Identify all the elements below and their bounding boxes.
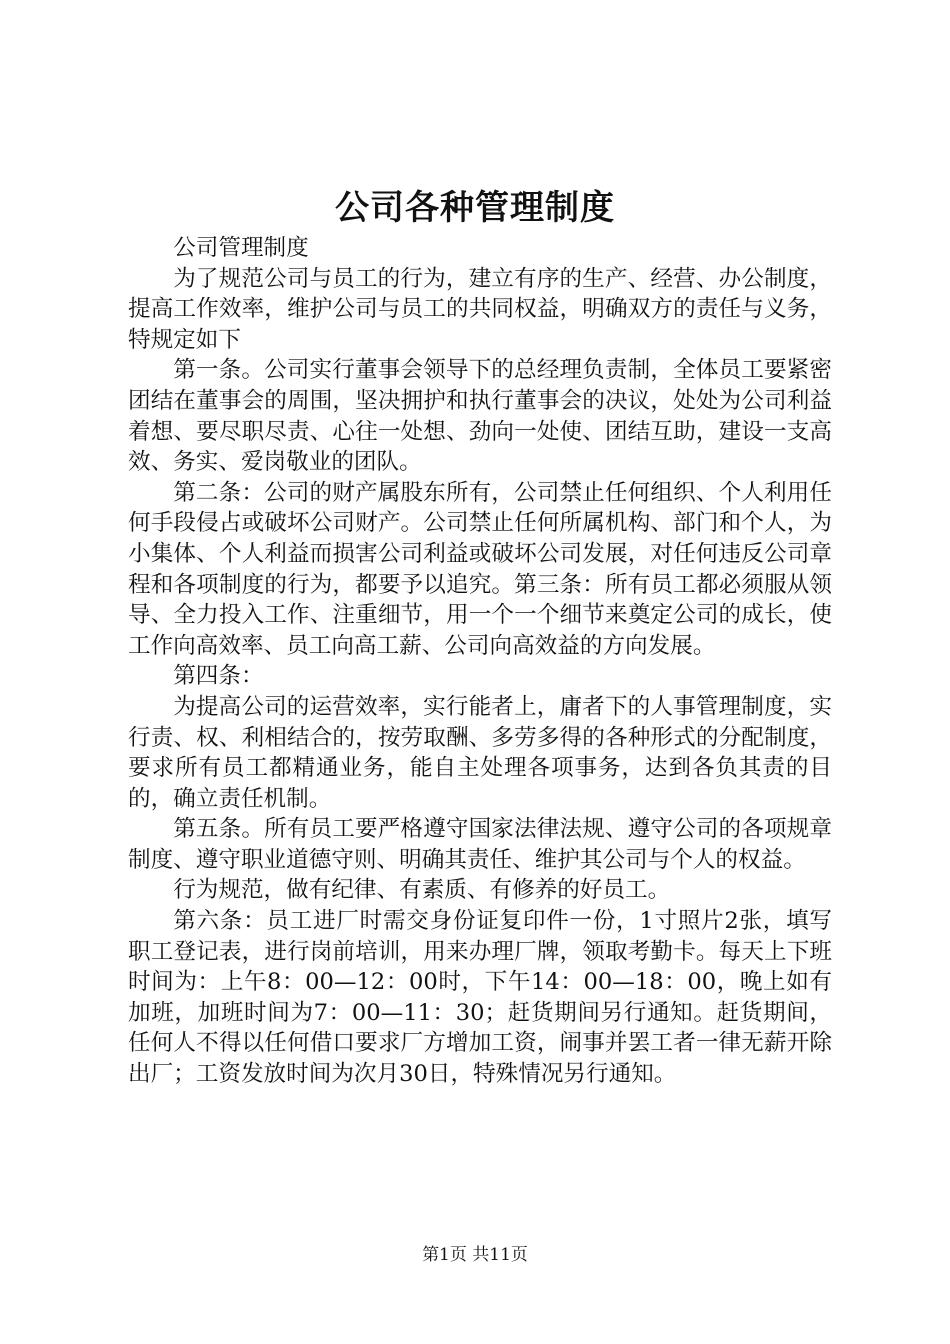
paragraph-6: 为提高公司的运营效率，实行能者上，庸者下的人事管理制度，实行责、权、利相结合的，按劳取酬、多劳多得的各种形式的分配制度，要求所有员工都精通业务，能自主处理各项事务，达到各负其责的目的，确立责任机制。 xyxy=(128,693,832,812)
document-title: 公司各种管理制度 xyxy=(335,188,615,228)
paragraph-4: 第二条：公司的财产属股东所有，公司禁止任何组织、个人利用任何手段侵占或破坏公司财产。公司禁止任何所属机构、部门和个人，为小集体、个人利益而损害公司利益或破坏公司发展，对任何违反公司章程和各项制度的行为，都要予以追究。第三条：所有员工都必须服从领导、全力投入工作、注重细节，用一个一个细节来奠定公司的成长，使工作向高效率、员工向高工薪、公司向高效益的方向发展。 xyxy=(128,479,832,659)
document-body xyxy=(128,233,832,1090)
paragraph-7: 第五条。所有员工要严格遵守国家法律法规、遵守公司的各项规章制度、遵守职业道德守则、明确其责任、维护其公司与个人的权益。 xyxy=(128,816,832,873)
paragraph-8: 行为规范，做有纪律、有素质、有修养的好员工。 xyxy=(173,877,671,904)
paragraph-5: 第四条： xyxy=(173,663,264,690)
paragraph-3: 第一条。公司实行董事会领导下的总经理负责制，全体员工要紧密团结在董事会的周围，坚决拥护和执行董事会的决议，处处为公司利益着想、要尽职尽责、心往一处想、劲向一处使、团结互助，建设一支高效、务实、爱岗敬业的团队。 xyxy=(128,357,832,476)
paragraph-9: 第六条：员工进厂时需交身份证复印件一份，1寸照片2张，填写职工登记表，进行岗前培训，用来办理厂牌，领取考勤卡。每天上下班时间为：上午8：00—12：00时，下午14：00—18：00，晚上如有加班，加班时间为7：00—11：30；赶货期间另行通知。赶货期间，任何人不得以任何借口要求厂方增加工资，闹事并罢工者一律无薪开除出厂；工资发放时间为次月30日，特殊情况另行通知。 xyxy=(128,908,832,1088)
page-footer: 第1页 共11页 xyxy=(422,1245,528,1265)
paragraph-1: 公司管理制度 xyxy=(173,235,309,261)
paragraph-2: 为了规范公司与员工的行为，建立有序的生产、经营、办公制度，提高工作效率，维护公司与员工的共同权益，明确双方的责任与义务，特规定如下 xyxy=(128,265,832,353)
